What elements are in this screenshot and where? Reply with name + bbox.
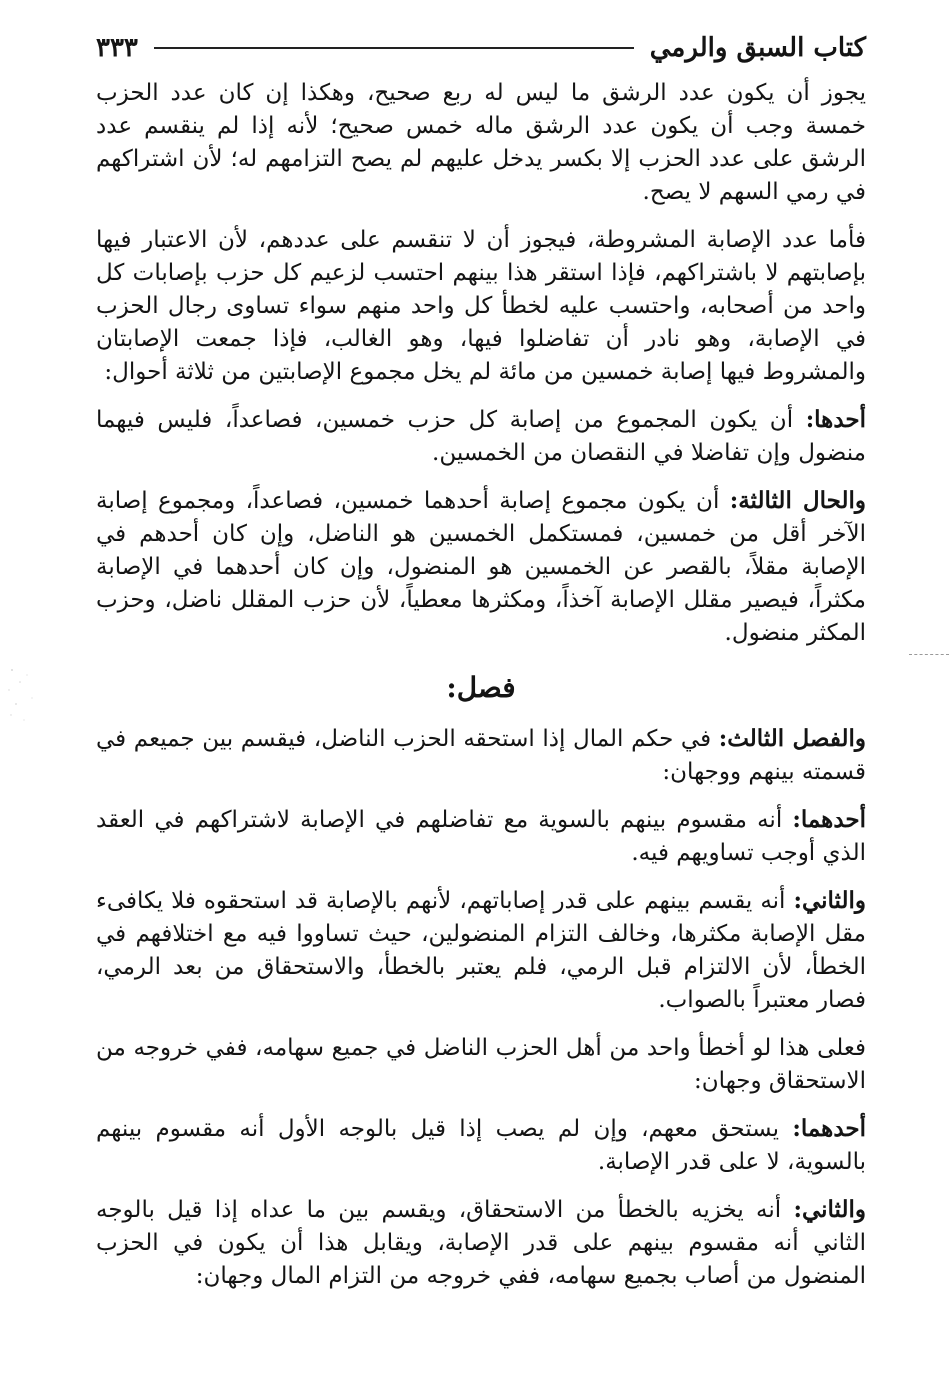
- page-number: ٣٣٣: [96, 33, 138, 63]
- paragraph: [96, 484, 866, 650]
- paragraph-lead: والفصل الثالث:: [718, 725, 866, 752]
- paragraph-lead: والثاني:: [793, 887, 866, 914]
- book-page: [96, 26, 866, 1307]
- paragraph-text: يجوز أن يكون عدد الرشق ما ليس له ربع صحيح، وهكذا إن كان عدد الحزب خمسة وجب أن يكون عدد الرشق ماله خمس صحيح؛ لأنه إذا لم ينقسم عدد الرشق على عدد الحزب إلا بكسر يدخل عليهم لم يصح التزامهم له؛ لأن اشتراكهم في رمي السهم لا يصح.: [96, 80, 866, 205]
- paragraph-text: أن يكون مجموع إصابة أحدهما خمسين، فصاعداً، ومجموع إصابة الآخر أقل من خمسين، فمستكمل الخمسين هو الناضل، وإن كان أحدهم في الإصابة مقلاً، بالقصر عن الخمسين هو المنضول، وإن كان أحدهما في الإصابة مكثراً، فيصير مقلل الإصابة آخذاً، ومكثرها معطياً، لأن حزب المقلل ناضل، وحزب المكثر منضول.: [96, 488, 866, 646]
- paragraph-text: أنه يخزيه بالخطأ من الاستحقاق، ويقسم بين ما عداه إذا قيل بالوجه الثاني أنه مقسوم بينهم على قدر الإصابة، ويقابل هذا أن يكون في الحزب المنضول من أصاب بجميع سهامه، ففي خروجه من التزام المال وجهان:: [96, 1197, 866, 1289]
- paragraph-text: أنه مقسوم بينهم بالسوية مع تفاضلهم في الإصابة لاشتراكهم في العقد الذي أوجب تساويهم فيه.: [96, 807, 866, 866]
- page-header: [96, 26, 866, 70]
- scan-edge-mark: [909, 654, 949, 655]
- header-rule: [154, 47, 634, 49]
- paragraph-text: أن يكون المجموع من إصابة كل حزب خمسين، فصاعداً، فليس فيهما منضول وإن تفاضلا في النقصان من الخمسين.: [96, 407, 866, 466]
- paragraph-text: أنه يقسم بينهم على قدر إصاباتهم، لأنهم بالإصابة قد استحقوه فلا يكافىء مقل الإصابة مكثرها، وخالف التزام المنضولين، حيث تساووا فيه مع اختلافهم في الخطأ، لأن الالتزام قبل الرمي، فلم يعتبر بالخطأ، والاستحقاق من بعد الرمي، فصار معتبراً بالصواب.: [96, 888, 866, 1013]
- paragraph-text: فأما عدد الإصابة المشروطة، فيجوز أن لا تنقسم على عددهم، لأن الاعتبار فيها بإصابتهم لا باشتراكهم، فإذا استقر هذا بينهم احتسب لزعيم كل حزب بإصابات كل واحد من أصحابه، واحتسب عليه لخطأ كل واحد منهم سواء تساوى رجال الحزب في الإصابة، وهو نادر أن تفاضلوا فيها، وهو الغالب، فإذا جمعت الإصابتان والمشروط فيها إصابة خمسين من مائة لم يخل مجموع الإصابتين من ثلاثة أحوال:: [96, 227, 866, 385]
- paragraph: [96, 722, 866, 789]
- paragraph: [96, 1193, 866, 1293]
- paragraph: [96, 1031, 866, 1098]
- paragraph-text: فعلى هذا لو أخطأ واحد من أهل الحزب الناضل في جميع سهامه، ففي خروجه من الاستحقاق وجهان:: [96, 1035, 866, 1094]
- paragraph: [96, 403, 866, 470]
- paragraph-lead: أحدهما:: [792, 806, 866, 833]
- body-text: [96, 76, 866, 1293]
- section-heading: فصل:: [446, 671, 516, 704]
- paragraph-lead: والحال الثالثة:: [729, 487, 866, 514]
- scan-speckle: [2, 660, 52, 730]
- paragraph-text: يستحق معهم، وإن لم يصب إذا قيل بالوجه الأول أنه مقسوم بينهم بالسوية، لا على قدر الإصابة.: [96, 1116, 866, 1175]
- paragraph-text: في حكم المال إذا استحقه الحزب الناضل، فيقسم بين جميعم في قسمته بينهم ووجهان:: [96, 726, 866, 785]
- paragraph: [96, 1112, 866, 1179]
- paragraph-lead: أحدهما:: [792, 1115, 866, 1142]
- paragraph: [96, 76, 866, 209]
- paragraph: [96, 803, 866, 870]
- paragraph-lead: والثاني:: [793, 1196, 866, 1223]
- running-title: كتاب السبق والرمي: [649, 33, 866, 63]
- paragraph: [96, 223, 866, 389]
- paragraph-lead: أحدها:: [805, 406, 866, 433]
- paragraph: [96, 884, 866, 1017]
